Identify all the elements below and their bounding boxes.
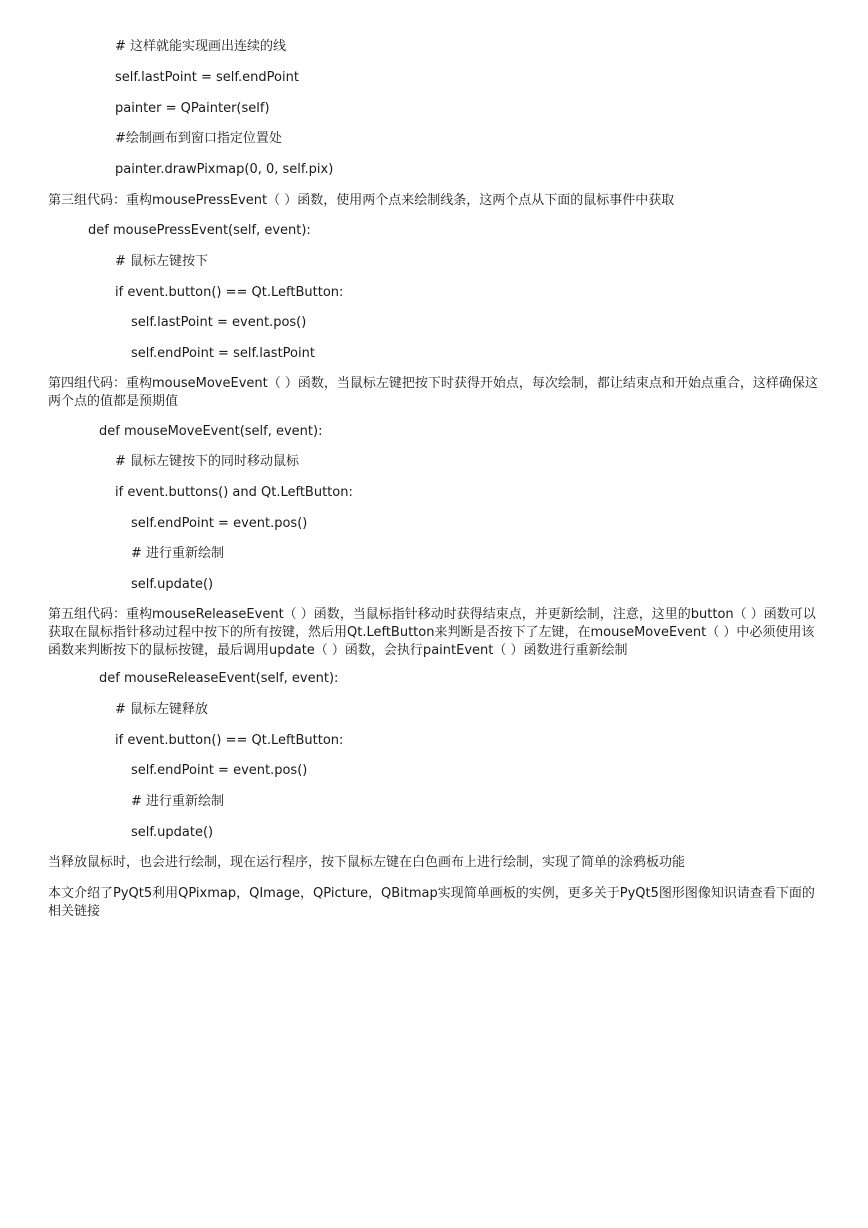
code-comment-left-press: # 鼠标左键按下 [115,254,209,269]
code-def-mousereleaseevent: def mouseReleaseEvent(self, event): [99,671,339,686]
code-line-drawpixmap: painter.drawPixmap(0, 0, self.pix) [115,162,334,177]
code-update-release: self.update() [131,825,214,840]
paragraph-release-summary: 当释放鼠标时，也会进行绘制，现在运行程序，按下鼠标左键在白色画布上进行绘制，实现了简单的涂鸦板功能 [48,855,686,870]
paragraph-group4: 第四组代码：重构mouseMoveEvent（ ）函数，当鼠标左键把按下时获得开始点，每次绘制，都让结束点和开始点重合，这样确保这两个点的值都是预期值 [48,376,818,409]
code-comment-continuous-line: # 这样就能实现画出连续的线 [115,39,287,54]
code-line-painter-init: painter = QPainter(self) [115,101,270,116]
code-if-left-button: if event.button() == Qt.LeftButton: [115,285,344,300]
code-endpoint-lastpoint: self.endPoint = self.lastPoint [131,346,315,361]
code-comment-move-while-pressed: # 鼠标左键按下的同时移动鼠标 [115,454,300,469]
paragraph-conclusion: 本文介绍了PyQt5利用QPixmap，QImage，QPicture，QBitmap实现简单画板的实例，更多关于PyQt5图形图像知识请查看下面的相关链接 [48,886,815,919]
code-line-lastpoint-assign: self.lastPoint = self.endPoint [115,70,299,85]
code-comment-left-release: # 鼠标左键释放 [115,702,209,717]
paragraph-group3: 第三组代码：重构mousePressEvent（ ）函数，使用两个点来绘制线条，这两个点从下面的鼠标事件中获取 [48,193,675,208]
code-lastpoint-pos: self.lastPoint = event.pos() [131,315,307,330]
paragraph-group5: 第五组代码：重构mouseReleaseEvent（ ）函数，当鼠标指针移动时获得结束点，并更新绘制，注意，这里的button（ ）函数可以获取在鼠标指针移动过程中按下的所有按键，然后用Qt.LeftButton来判断是否按下了左键，在mouseMoveEvent（ ）中必须使用该函数来判断按下的鼠标按键，最后调用update（ ）函数，会执行paintEvent（ ）函数进行重新绘制 [48,607,816,658]
code-endpoint-pos-move: self.endPoint = event.pos() [131,516,308,531]
code-def-mousepressevent: def mousePressEvent(self, event): [88,223,311,238]
code-def-mousemoveevent: def mouseMoveEvent(self, event): [99,424,323,439]
code-comment-draw-canvas: #绘制画布到窗口指定位置处 [115,131,282,146]
code-endpoint-pos-release: self.endPoint = event.pos() [131,763,308,778]
code-comment-redraw-release: # 进行重新绘制 [131,794,225,809]
code-if-left-button-release: if event.button() == Qt.LeftButton: [115,733,344,748]
code-comment-redraw-move: # 进行重新绘制 [131,546,225,561]
code-update-move: self.update() [131,577,214,592]
code-if-buttons-left: if event.buttons() and Qt.LeftButton: [115,485,353,500]
